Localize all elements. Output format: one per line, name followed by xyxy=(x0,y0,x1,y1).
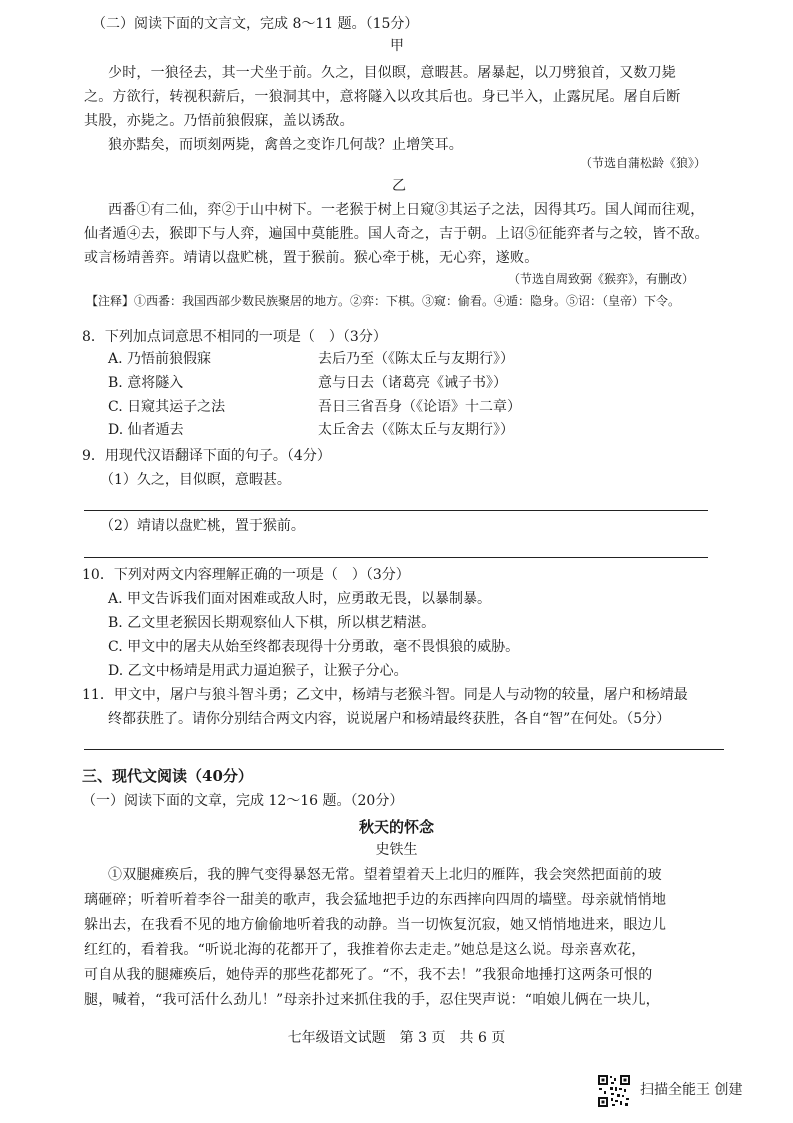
q10-option-a: A. 甲文告诉我们面对困难或敌人时，应勇敢无畏，以暴制暴。 xyxy=(108,591,492,607)
q8-option-c-left: C. 日窥其运子之法 xyxy=(108,399,226,415)
q10-option-d: D. 乙文中杨靖是用武力逼迫猴子，让猴子分心。 xyxy=(108,663,408,679)
q10-stem: 10．下列对两文内容理解正确的一项是（ ）（3分） xyxy=(82,567,410,583)
q9-stem: 9．用现代汉语翻译下面的句子。（4分） xyxy=(82,448,331,464)
q8-option-c-right: 吾日三省吾身（《论语》十二章） xyxy=(318,399,521,415)
text-b-note: 【注释】①西番：我国西部少数民族聚居的地方。②弈：下棋。③窥：偷看。④遁：隐身。⑤诏：（皇帝）下令。 xyxy=(86,294,681,308)
q10-option-b: B. 乙文里老猴因长期观察仙人下棋，所以棋艺精湛。 xyxy=(108,615,436,631)
article-line: 腿，喊着，“我可活什么劲儿！”母亲扑过来抓住我的手，忍住哭声说：“咱娘儿俩在一块儿， xyxy=(84,992,660,1008)
section2-intro: （二）阅读下面的文言文，完成 8～11 题。（15分） xyxy=(92,16,419,32)
text-a-line: 少时，一狼径去，其一犬坐于前。久之，目似瞑，意暇甚。屠暴起，以刀劈狼首，又数刀毙 xyxy=(108,65,676,81)
text-b-line: 仙者遁④去，猴即下与人弈，遍国中莫能胜。国人奇之，吉于朝。上诏⑤征能弈者与之较，皆不敌。 xyxy=(84,226,709,242)
text-a-source: （节选自蒲松龄《狼》） xyxy=(580,156,707,170)
q8-option-b-left: B. 意将隧入 xyxy=(108,375,184,391)
q9-item-2: （2）靖请以盘贮桃，置于猴前。 xyxy=(100,518,305,534)
text-b-source: （节选自周致弼《猴弈》，有删改） xyxy=(508,272,695,286)
text-a-title: 甲 xyxy=(390,38,404,54)
article-line: 可自从我的腿瘫痪后，她侍弄的那些花都死了。“不，我不去！”我狠命地捶打这两条可恨的 xyxy=(84,967,653,983)
q11-line: 11．甲文中，屠户与狼斗智斗勇；乙文中，杨靖与老猴斗智。同是人与动物的较量，屠户和杨靖最 xyxy=(82,687,688,703)
section3-heading: 三、现代文阅读（40分） xyxy=(82,767,253,785)
text-a-line: 之。方欲行，转视积薪后，一狼洞其中，意将隧入以攻其后也。身已半入，止露尻尾。屠自后断 xyxy=(84,89,681,105)
q10-option-c: C. 甲文中的屠夫从始至终都表现得十分勇敢，毫不畏惧狼的威胁。 xyxy=(108,639,520,655)
page-footer: 七年级语文试题 第 3 页 共 6 页 xyxy=(287,1030,506,1046)
q8-option-b-right: 意与日去（诸葛亮《诫子书》） xyxy=(318,375,507,391)
q8-option-a-right: 去后乃至（《陈太丘与友期行》） xyxy=(318,351,514,367)
article-title: 秋天的怀念 xyxy=(358,818,434,836)
scanner-watermark: 扫描全能王 创建 xyxy=(640,1082,743,1098)
text-a-line: 狼亦黠矣，而顷刻两毙，禽兽之变诈几何哉？止增笑耳。 xyxy=(108,137,463,153)
text-a-line: 其股，亦毙之。乃悟前狼假寐，盖以诱敌。 xyxy=(84,113,354,129)
article-author: 史铁生 xyxy=(375,842,418,858)
article-line: 躲出去，在我看不见的地方偷偷地听着我的动静。当一切恢复沉寂，她又悄悄地进来，眼边儿 xyxy=(84,917,667,933)
q8-option-d-left: D. 仙者遁去 xyxy=(108,422,184,438)
article-line: 璃砸碎；听着听着李谷一甜美的歌声，我会猛地把手边的东西摔向四周的墙壁。母亲就悄悄地 xyxy=(84,892,667,908)
answer-line xyxy=(84,557,708,558)
q9-item-1: （1）久之，目似瞑，意暇甚。 xyxy=(100,472,291,488)
text-b-line: 西番①有二仙，弈②于山中树下。一老猴于树上日窥③其运子之法，因得其巧。国人闻而往观， xyxy=(108,202,705,218)
text-b-title: 乙 xyxy=(392,178,406,194)
q8-option-d-right: 太丘舍去（《陈太丘与友期行》） xyxy=(318,422,514,438)
answer-line xyxy=(84,510,708,511)
article-line: 红红的，看着我。“听说北海的花都开了，我推着你去走走。”她总是这么说。母亲喜欢花， xyxy=(84,942,646,958)
qr-code-icon xyxy=(597,1074,631,1108)
article-line: ①双腿瘫痪后，我的脾气变得暴怒无常。望着望着天上北归的雁阵，我会突然把面前的玻 xyxy=(108,867,662,883)
q8-option-a-left: A. 乃悟前狼假寐 xyxy=(108,351,212,367)
text-b-line: 或言杨靖善弈。靖请以盘贮桃，置于猴前。猴心牵于桃，无心弈，遂败。 xyxy=(84,250,539,266)
q8-stem: 8．下列加点词意思不相同的一项是（ ）（3分） xyxy=(82,329,387,345)
answer-line xyxy=(84,749,724,750)
q11-line: 终都获胜了。请你分别结合两文内容，说说屠户和杨靖最终获胜，各自“智”在何处。（5分） xyxy=(108,711,671,727)
section3-sub: （一）阅读下面的文章，完成 12～16 题。（20分） xyxy=(82,793,404,809)
